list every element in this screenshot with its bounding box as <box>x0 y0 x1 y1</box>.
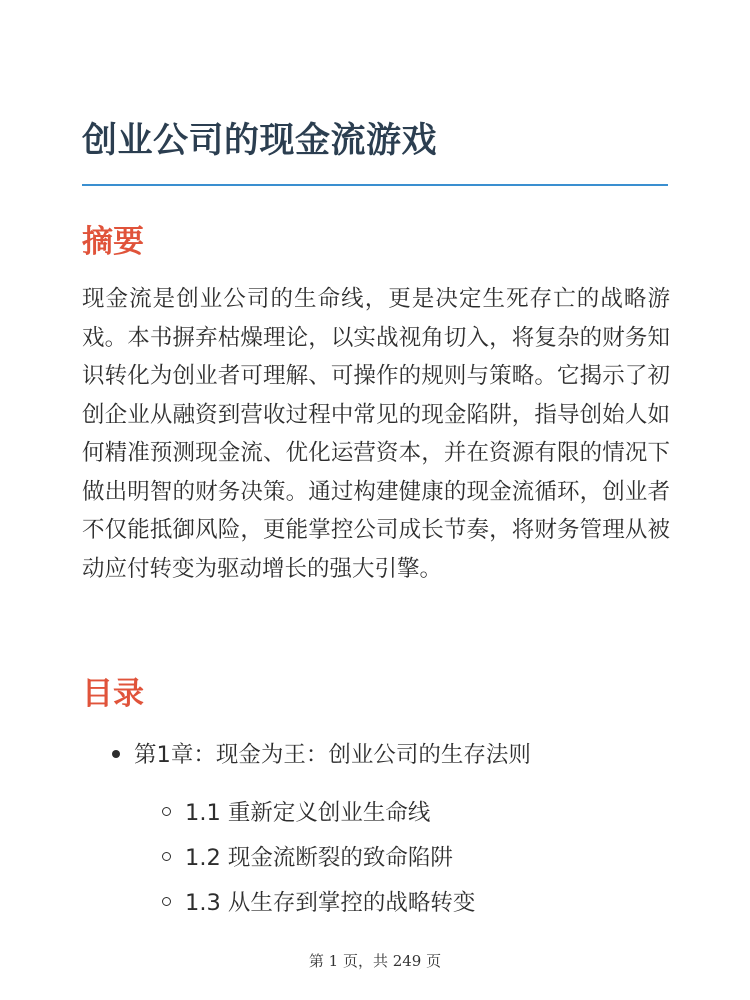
toc-section-1-3 <box>162 886 475 920</box>
hollow-bullet-icon <box>162 807 171 816</box>
toc-chapter-label: 第1章：现金为王：创业公司的生存法则 <box>134 742 531 768</box>
abstract-heading: 摘要 <box>82 224 144 260</box>
hollow-bullet-icon <box>162 897 171 906</box>
page-number-footer: 第 1 页，共 249 页 <box>308 952 442 970</box>
toc-section-1-1 <box>162 796 430 830</box>
toc-heading: 目录 <box>82 676 144 712</box>
toc-section-1-2 <box>162 841 453 875</box>
hollow-bullet-icon <box>162 852 171 861</box>
title-divider <box>82 184 668 186</box>
toc-section-label: 1.2 现金流断裂的致命陷阱 <box>185 845 453 871</box>
toc-chapter-1 <box>112 738 531 772</box>
toc-section-label: 1.1 重新定义创业生命线 <box>185 800 431 826</box>
abstract-body: 现金流是创业公司的生命线，更是决定生死存亡的战略游戏。本书摒弃枯燥理论，以实战视角切入，将复杂的财务知识转化为创业者可理解、可操作的规则与策略。它揭示了初创企业从融资到营收过程中常见的现金陷阱，指导创始人如何精准预测现金流、优化运营资本，并在资源有限的情况下做出明智的财务决策。通过构建健康的现金流循环，创业者不仅能抵御风险，更能掌控公司成长节奏，将财务管理从被动应付转变为驱动增长的强大引擎。 <box>82 286 670 582</box>
book-title: 创业公司的现金流游戏 <box>82 121 438 161</box>
toc-section-label: 1.3 从生存到掌控的战略转变 <box>185 890 476 916</box>
filled-bullet-icon <box>112 750 120 758</box>
